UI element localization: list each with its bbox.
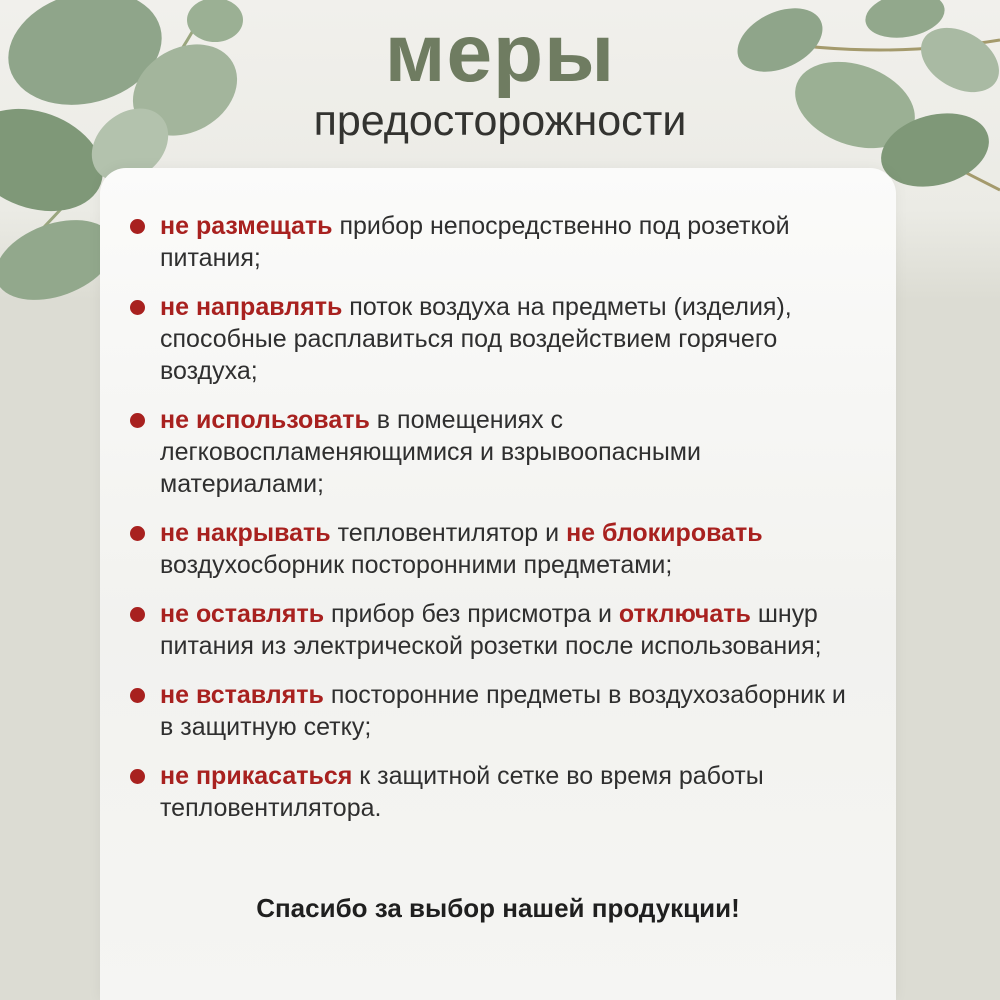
precaution-emphasis: не оставлять bbox=[160, 600, 325, 628]
bullet-dot-icon bbox=[130, 607, 145, 622]
precaution-item bbox=[130, 291, 860, 387]
precaution-text: шнур питания из электрической розетки после использования; bbox=[160, 600, 822, 660]
precaution-item bbox=[130, 760, 860, 824]
precaution-text: воздухосборник посторонними предметами; bbox=[160, 551, 673, 579]
precaution-text: посторонние предметы в воздухозаборник и в защитную сетку; bbox=[160, 681, 846, 741]
precaution-text: прибор без присмотра и bbox=[324, 600, 619, 628]
bullet-dot-icon bbox=[130, 688, 145, 703]
precaution-emphasis: не вставлять bbox=[160, 681, 324, 709]
bullet-dot-icon bbox=[130, 769, 145, 784]
bullet-dot-icon bbox=[130, 526, 145, 541]
precaution-item bbox=[130, 517, 860, 581]
precaution-item bbox=[130, 679, 860, 743]
precaution-item bbox=[130, 598, 860, 662]
precaution-text: тепловентилятор и bbox=[330, 519, 567, 547]
bullet-dot-icon bbox=[130, 219, 145, 234]
precaution-text: поток воздуха на предметы (изделия), способные расплавиться под воздействием горячего воздуха; bbox=[160, 293, 792, 385]
precaution-emphasis: не прикасаться bbox=[160, 762, 353, 790]
precaution-text: прибор непосредственно под розеткой питания; bbox=[160, 212, 790, 272]
precaution-emphasis: не использовать bbox=[160, 406, 370, 434]
bullet-dot-icon bbox=[130, 300, 145, 315]
precaution-emphasis: не блокировать bbox=[566, 519, 763, 547]
precaution-emphasis: не размещать bbox=[160, 212, 333, 240]
precaution-emphasis: отключать bbox=[618, 600, 751, 628]
precaution-emphasis: не накрывать bbox=[160, 519, 331, 547]
precaution-text: в помещениях с легковоспламеняющимися и взрывоопасными материалами; bbox=[160, 406, 701, 498]
precaution-text: к защитной сетке во время работы тепловентилятора. bbox=[160, 762, 764, 822]
page-title: меры bbox=[384, 8, 616, 99]
bullet-dot-icon bbox=[130, 413, 145, 428]
precaution-emphasis: не направлять bbox=[160, 293, 343, 321]
thanks-text: Спасибо за выбор нашей продукции! bbox=[256, 893, 740, 923]
page-subtitle: предосторожности bbox=[313, 97, 687, 145]
precautions-list bbox=[130, 210, 860, 841]
precaution-item bbox=[130, 404, 860, 500]
precaution-item bbox=[130, 210, 860, 274]
